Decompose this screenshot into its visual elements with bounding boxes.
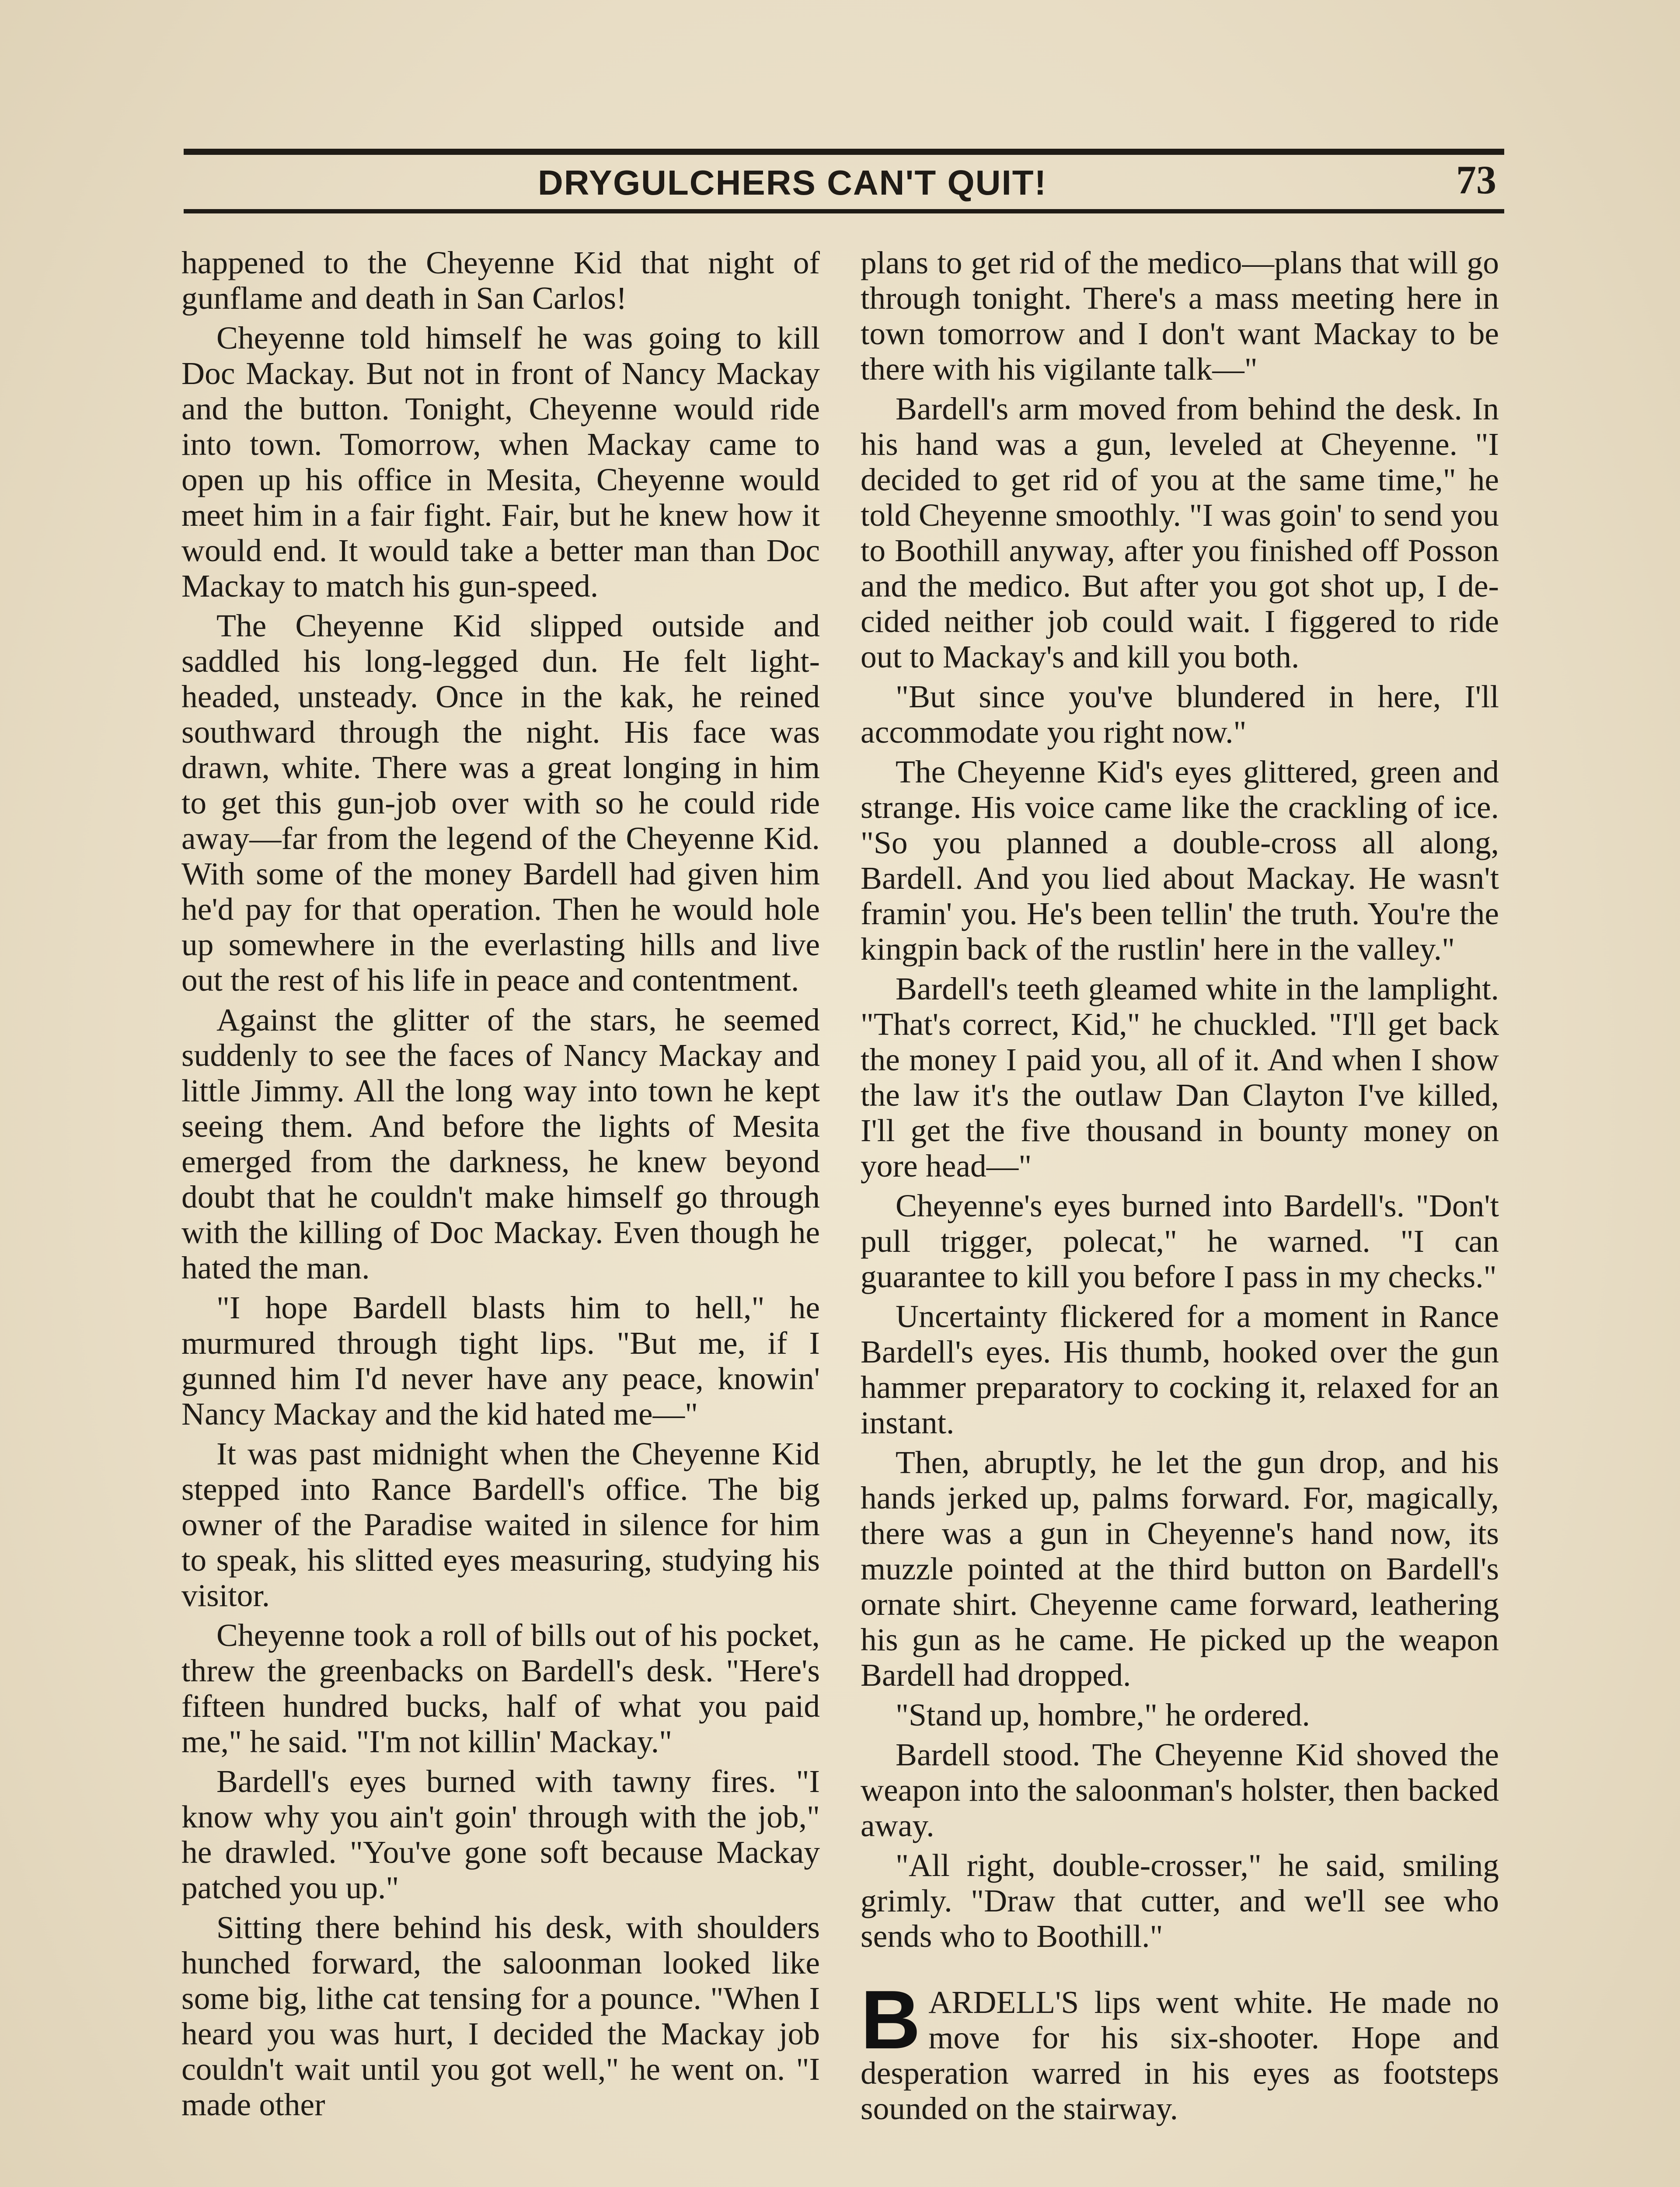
paragraph: Against the glitter of the stars, he seemed suddenly to see the faces of Nancy Mackay and little Jimmy. All the long way into town he kept seeing them. And before the lights of Mesita emerged from the darkness, he knew beyond doubt that he couldn't make himself go through with the killing of Doc Mackay. Even though he hated the man. [181, 1002, 820, 1286]
right-text-column [861, 245, 1499, 2187]
paragraph: Cheyenne's eyes burned into Bardell's. "Don't pull trigger, polecat," he warned. "I can guarantee to kill you before I pass in my checks." [861, 1188, 1499, 1294]
paragraph: Uncertainty flickered for a moment in Rance Bardell's eyes. His thumb, hooked over the gun hammer preparatory to cocking it, relaxed for an instant. [861, 1299, 1499, 1440]
paragraph: "All right, double-crosser," he said, smiling grimly. "Draw that cutter, and we'll see who sends who to Boothill." [861, 1848, 1499, 1954]
left-text-column [181, 245, 820, 2187]
paragraph: "Stand up, hombre," he ordered. [896, 1697, 1310, 1733]
running-title: DRYGULCHERS CAN'T QUIT! [538, 163, 1047, 202]
paragraph: It was past midnight when the Cheyenne Kid stepped into Rance Bardell's office. The big owner of the Paradise waited in silence for him to speak, his slitted eyes measuring, studying his visitor. [181, 1436, 820, 1613]
paragraph: "I hope Bardell blasts him to hell," he murmured through tight lips. "But me, if I gunned him I'd never have any peace, knowin' Nancy Mackay and the kid hated me—" [181, 1290, 820, 1432]
paragraph: Bardell's teeth gleamed white in the lamplight. "That's correct, Kid," he chuckled. "I'll get back the money I paid you, all of it. And when I show the law it's the outlaw Dan Clayton I've killed, I'll get the five thousand in bounty money on yore head—" [861, 971, 1499, 1184]
header-rule-top [184, 149, 1504, 155]
paragraph: "But since you've blundered in here, I'll accommodate you right now." [861, 679, 1499, 750]
paragraph: Bardell's arm moved from behind the desk. In his hand was a gun, leveled at Cheyenne. "I decided to get rid of you at the same time," he told Cheyenne smoothly. "I was goin' to send you to Boothill anyway, after you finished off Posson and the medico. But after you got shot up, I decided neither job could wait. I figgered to ride out to Mackay's and kill you both. [861, 391, 1499, 674]
paragraph: The Cheyenne Kid slipped outside and saddled his long-legged dun. He felt light-headed, unsteady. Once in the kak, he reined southward through the night. His face was drawn, white. There was a great longing in him to get this gun-job over with so he could ride away—far from the legend of the Cheyenne Kid. With some of the money Bardell had given him he'd pay for that operation. Then he would hole up somewhere in the everlasting hills and live out the rest of his life in peace and contentment. [181, 608, 820, 998]
paragraph: Cheyenne took a roll of bills out of his pocket, threw the greenbacks on Bardell's desk. "Here's fifteen hundred bucks, half of what you paid me," he said. "I'm not killin' Mackay." [181, 1618, 820, 1759]
paragraph: happened to the Cheyenne Kid that night of gunflame and death in San Carlos! [181, 245, 820, 316]
page-number: 73 [1456, 157, 1496, 202]
paragraph: Bardell's eyes burned with tawny fires. "I know why you ain't goin' through with the job," he drawled. "You've gone soft because Mackay patched you up." [181, 1764, 820, 1905]
paragraph: Cheyenne told himself he was going to kill Doc Mackay. But not in front of Nancy Mackay and the button. Tonight, Cheyenne would ride into town. Tomorrow, when Mackay came to open up his office in Mesita, Cheyenne would meet him in a fair fight. Fair, but he knew how it would end. It would take a better man than Doc Mackay to match his gun-speed. [181, 320, 820, 604]
closing-paragraph [861, 1974, 1499, 2126]
paragraph: Bardell stood. The Cheyenne Kid shoved the weapon into the saloonman's holster, then backed away. [861, 1737, 1499, 1843]
paragraph: The Cheyenne Kid's eyes glittered, green and strange. His voice came like the crackling of ice. "So you planned a double-cross all along, Bardell. And you lied about Mackay. He wasn't framin' you. He's been tellin' the truth. You're the kingpin back of the rustlin' here in the valley." [861, 754, 1499, 967]
drop-cap-letter: B [861, 1974, 921, 2066]
header-rule-bottom [184, 209, 1504, 213]
paragraph: Sitting there behind his desk, with shoulders hunched forward, the saloonman looked like some big, lithe cat tensing for a pounce. "When I heard you was hurt, I decided the Mackay job couldn't wait until you got well," he went on. "I made other [181, 1910, 820, 2122]
paragraph: plans to get rid of the medico—plans that will go through tonight. There's a mass meeting here in town tomorrow and I don't want Mackay to be there with his vigilante talk—" [861, 245, 1499, 387]
closing-text: ARDELL'S lips went white. He made no move for his six-shooter. Hope and desperation warred in his eyes as footsteps sounded on the stairway. [861, 1984, 1499, 2126]
paragraph: Then, abruptly, he let the gun drop, and his hands jerked up, palms forward. For, magically, there was a gun in Cheyenne's hand now, its muzzle pointed at the third button on Bardell's ornate shirt. Cheyenne came forward, leathering his gun as he came. He picked up the weapon Bardell had dropped. [861, 1445, 1499, 1693]
